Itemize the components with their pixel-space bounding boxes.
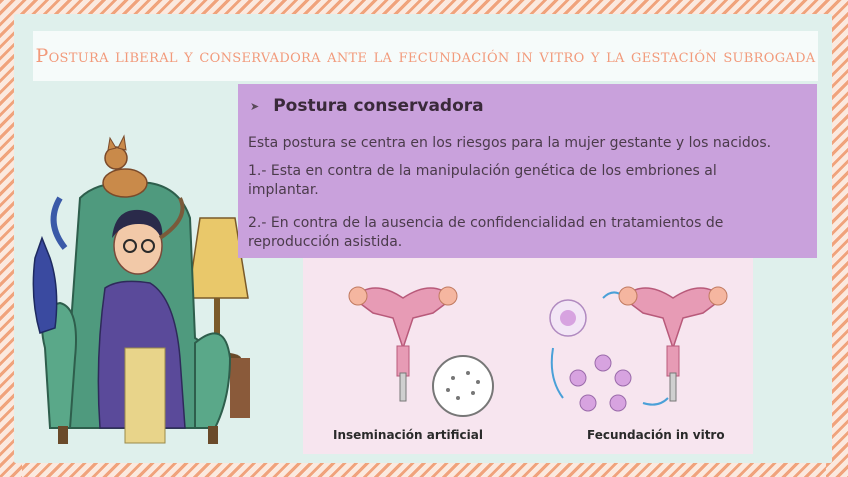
uterus-right-icon: [619, 287, 727, 401]
caption-in-vitro-fertilization: Fecundación in vitro: [587, 428, 725, 442]
cat-top-icon: [103, 136, 147, 197]
paragraph-intro: Esta postura se centra en los riesgos para la mujer gestante y los nacidos.: [248, 135, 772, 151]
uterus-left-icon: [349, 287, 457, 376]
conservative-stance-panel: [238, 84, 817, 258]
paragraph-point-1: 1.- Esta en contra de la manipulación genética de los embriones al implantar.: [248, 163, 717, 198]
syringe-icon: [400, 373, 406, 401]
slide-title: Postura liberal y conservadora ante la fecundación in vitro y la gestación subrogada: [35, 45, 816, 67]
title-bar: [33, 31, 818, 81]
caption-artificial-insemination: Inseminación artificial: [333, 428, 483, 442]
chevron-right-icon: ➤: [250, 99, 260, 113]
reproduction-diagram-graphic: [303, 258, 753, 454]
reproduction-diagram: [303, 258, 753, 454]
paragraph-point-2: 2.- En contra de la ausencia de confidencialidad en tratamientos de reproducción asistida.: [248, 215, 724, 250]
sperm-magnifier-icon: [433, 356, 493, 416]
section-heading-text: Postura conservadora: [273, 96, 484, 116]
section-heading: [250, 96, 484, 116]
